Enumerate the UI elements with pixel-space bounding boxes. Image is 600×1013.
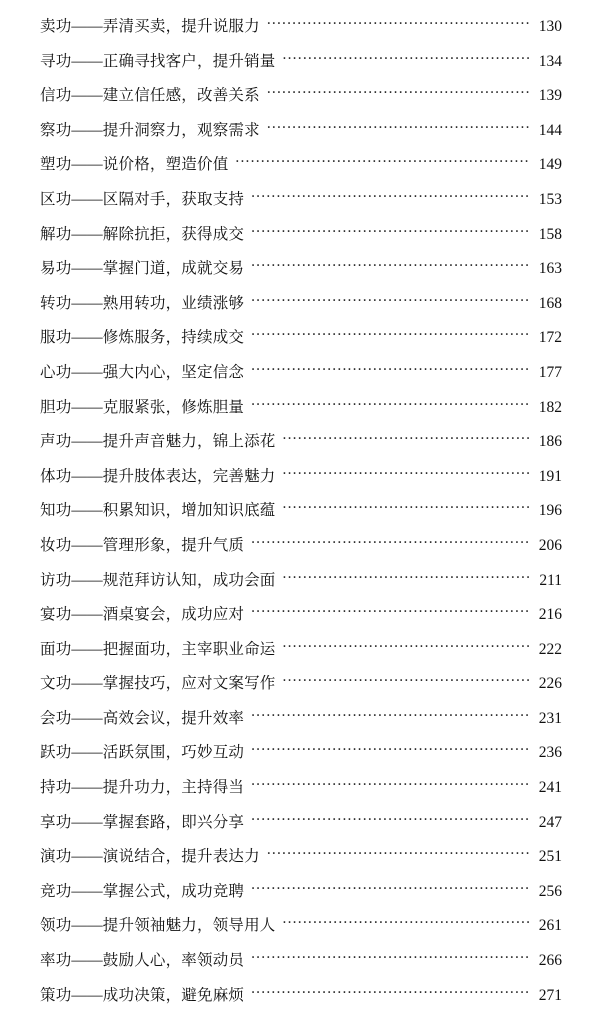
toc-entry-title: 服功——修炼服务，持续成交 [40, 329, 245, 347]
toc-entry-page-number: 158 [538, 225, 562, 243]
toc-leader-dots [251, 287, 529, 322]
toc-leader-dots [251, 529, 529, 564]
toc-leader-dots [267, 79, 529, 114]
toc-entry-title: 演功——演说结合，提升表达力 [40, 848, 260, 866]
toc-entry-title: 享功——掌握套路，即兴分享 [40, 813, 245, 831]
toc-entry-page-number: 196 [538, 502, 562, 520]
toc-entry-title: 跃功——活跃氛围，巧妙互动 [40, 744, 245, 762]
toc-entry-title: 解功——解除抗拒，获得成交 [40, 225, 245, 243]
toc-entry[interactable] [40, 79, 562, 114]
toc-leader-dots [251, 252, 529, 287]
toc-entry[interactable] [40, 183, 562, 218]
toc-entry-page-number: 236 [538, 744, 562, 762]
toc-entry-page-number: 139 [538, 87, 562, 105]
toc-entry[interactable] [40, 494, 562, 529]
toc-entry[interactable] [40, 287, 562, 322]
toc-leader-dots [251, 979, 529, 1013]
toc-entry-title: 率功——鼓励人心，率领动员 [40, 952, 245, 970]
toc-entry-page-number: 149 [538, 156, 562, 174]
toc-entry[interactable] [40, 909, 562, 944]
toc-entry[interactable] [40, 252, 562, 287]
toc-entry-page-number: 177 [538, 363, 562, 381]
toc-entry[interactable] [40, 356, 562, 391]
toc-entry[interactable] [40, 564, 562, 599]
toc-leader-dots [283, 667, 529, 702]
toc-entry[interactable] [40, 425, 562, 460]
toc-entry-page-number: 247 [538, 813, 562, 831]
toc-entry[interactable] [40, 148, 562, 183]
toc-entry-page-number: 266 [538, 952, 562, 970]
toc-entry-title: 卖功——弄清买卖，提升说服力 [40, 18, 260, 35]
toc-entry-title: 会功——高效会议，提升效率 [40, 709, 245, 727]
toc-entry-title: 面功——把握面功，主宰职业命运 [40, 640, 276, 658]
toc-entry-page-number: 134 [538, 52, 562, 70]
toc-entry-page-number: 144 [538, 121, 562, 139]
toc-leader-dots [235, 148, 529, 183]
toc-entry[interactable] [40, 979, 562, 1013]
toc-entry[interactable] [40, 218, 562, 253]
toc-entry[interactable] [40, 529, 562, 564]
toc-leader-dots [283, 460, 529, 495]
toc-leader-dots [251, 702, 529, 737]
toc-entry-title: 访功——规范拜访认知，成功会面 [40, 571, 276, 589]
toc-entry-page-number: 153 [538, 190, 562, 208]
toc-entry[interactable] [40, 875, 562, 910]
toc-entry[interactable] [40, 114, 562, 149]
toc-entry-page-number: 211 [539, 571, 562, 589]
toc-entry-title: 心功——强大内心，坚定信念 [40, 363, 245, 381]
toc-entry-page-number: 163 [538, 260, 562, 278]
toc-entry[interactable] [40, 736, 562, 771]
toc-entry[interactable] [40, 702, 562, 737]
toc-leader-dots [251, 356, 529, 391]
toc-entry-page-number: 130 [538, 18, 562, 35]
toc-entry-page-number: 186 [538, 433, 562, 451]
toc-entry-page-number: 251 [538, 848, 562, 866]
toc-entry-title: 宴功——酒桌宴会，成功应对 [40, 606, 245, 624]
toc-leader-dots [251, 771, 529, 806]
toc-leader-dots [283, 425, 529, 460]
toc-leader-dots [251, 736, 529, 771]
toc-entry-title: 寻功——正确寻找客户，提升销量 [40, 52, 276, 70]
toc-entry-page-number: 261 [538, 917, 562, 935]
toc-leader-dots [251, 391, 529, 426]
toc-entry-title: 转功——熟用转功，业绩涨够 [40, 294, 245, 312]
toc-entry[interactable] [40, 45, 562, 80]
toc-entry-title: 知功——积累知识，增加知识底蕴 [40, 502, 276, 520]
toc-entry[interactable] [40, 667, 562, 702]
toc-entry-title: 持功——提升功力，主持得当 [40, 779, 245, 797]
toc-entry-page-number: 231 [538, 709, 562, 727]
toc-entry-title: 竞功——掌握公式，成功竞聘 [40, 882, 245, 900]
toc-entry-title: 胆功——克服紧张，修炼胆量 [40, 398, 245, 416]
toc-leader-dots [283, 45, 529, 80]
toc-entry-page-number: 241 [538, 779, 562, 797]
toc-entry-page-number: 168 [538, 294, 562, 312]
toc-entry-page-number: 222 [538, 640, 562, 658]
toc-entry[interactable] [40, 321, 562, 356]
toc-leader-dots [283, 909, 529, 944]
toc-entry-title: 区功——区隔对手，获取支持 [40, 190, 245, 208]
toc-entry-title: 体功——提升肢体表达，完善魅力 [40, 467, 276, 485]
toc-entry-page-number: 216 [538, 606, 562, 624]
toc-leader-dots [267, 10, 529, 45]
toc-entry[interactable] [40, 633, 562, 668]
toc-entry[interactable] [40, 10, 562, 45]
toc-leader-dots [283, 494, 529, 529]
toc-leader-dots [267, 840, 529, 875]
toc-entry-title: 塑功——说价格，塑造价值 [40, 156, 229, 174]
toc-entry-page-number: 172 [538, 329, 562, 347]
toc-entry-title: 易功——掌握门道，成就交易 [40, 260, 245, 278]
toc-entry-title: 策功——成功决策，避免麻烦 [40, 986, 245, 1004]
toc-leader-dots [251, 944, 529, 979]
toc-leader-dots [251, 806, 529, 841]
toc-leader-dots [251, 598, 529, 633]
toc-leader-dots [251, 321, 529, 356]
toc-leader-dots [251, 183, 529, 218]
toc-entry[interactable] [40, 460, 562, 495]
toc-leader-dots [251, 875, 529, 910]
toc-entry-title: 声功——提升声音魅力，锦上添花 [40, 433, 276, 451]
toc-leader-dots [283, 564, 529, 599]
toc-leader-dots [267, 114, 529, 149]
toc-entry-page-number: 191 [538, 467, 562, 485]
toc-entry[interactable] [40, 806, 562, 841]
toc-entry-title: 文功——掌握技巧，应对文案写作 [40, 675, 276, 693]
toc-entry-title: 妆功——管理形象，提升气质 [40, 536, 245, 554]
toc-entry[interactable] [40, 391, 562, 426]
toc-leader-dots [251, 218, 529, 253]
toc-entry-page-number: 226 [538, 675, 562, 693]
toc-entry-page-number: 271 [538, 986, 562, 1004]
toc-entry[interactable] [40, 840, 562, 875]
toc-entry-page-number: 256 [538, 882, 562, 900]
toc-entry[interactable] [40, 771, 562, 806]
toc-entry-title: 领功——提升领袖魅力，领导用人 [40, 917, 276, 935]
toc-entry[interactable] [40, 944, 562, 979]
toc-entry-title: 察功——提升洞察力，观察需求 [40, 121, 260, 139]
toc-entry-page-number: 182 [538, 398, 562, 416]
toc-entry-title: 信功——建立信任感，改善关系 [40, 87, 260, 105]
table-of-contents [40, 10, 562, 1013]
toc-leader-dots [283, 633, 529, 668]
toc-entry[interactable] [40, 598, 562, 633]
toc-entry-page-number: 206 [538, 536, 562, 554]
